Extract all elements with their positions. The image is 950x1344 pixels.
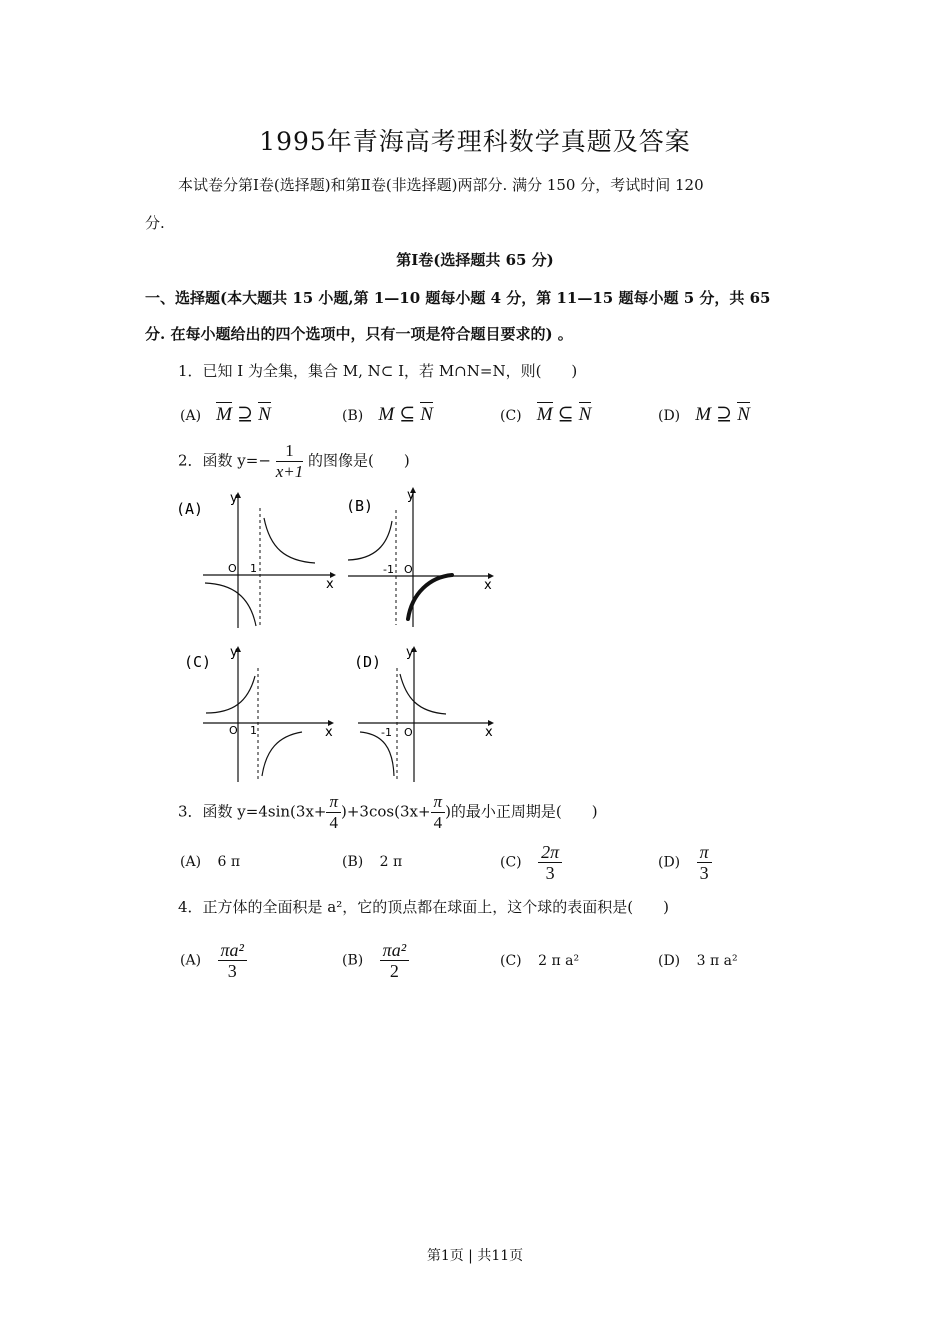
- x-axis-label: x: [326, 577, 334, 592]
- q4-option-d: [658, 953, 738, 969]
- intro-line-1: 本试卷分第Ⅰ卷(选择题)和第Ⅱ卷(非选择题)两部分. 满分 150 分，考试时间 120: [178, 176, 704, 194]
- x-tick-label: 1: [250, 562, 257, 575]
- option-label: (B): [342, 952, 364, 969]
- x-axis-label: x: [485, 725, 493, 740]
- q4-option-a: [180, 940, 247, 981]
- fraction-denominator: 3: [545, 863, 555, 883]
- q4-option-b: [342, 940, 409, 981]
- origin-label: O: [228, 562, 237, 575]
- set-complement-n: N: [737, 404, 750, 425]
- origin-label: O: [404, 563, 413, 576]
- graph-label: (C): [184, 653, 212, 671]
- q3-fraction-2: [431, 792, 446, 833]
- option-value: 2 π: [379, 854, 403, 870]
- q1-option-d: [658, 403, 750, 426]
- q3-fraction-1: [326, 792, 341, 833]
- option-value: 3 π a²: [696, 953, 738, 969]
- set-m: M: [695, 404, 712, 425]
- q1-option-c: [500, 403, 591, 426]
- document-title: 1995年青海高考理科数学真题及答案: [259, 127, 691, 156]
- graph-b: [340, 485, 505, 630]
- q2-stem: [178, 441, 410, 482]
- fraction-denominator: x+1: [275, 462, 304, 481]
- set-complement-n: N: [420, 404, 433, 425]
- graph-a: [170, 488, 345, 633]
- intro-line-2: 分.: [145, 214, 165, 232]
- graph-label: (D): [354, 653, 382, 671]
- option-fraction: [380, 940, 409, 981]
- set-complement-m: M: [216, 404, 232, 425]
- q3-option-a: [180, 854, 240, 870]
- x-axis-label: x: [484, 578, 492, 593]
- option-label: (C): [500, 953, 522, 969]
- relation-symbol: ⊇: [716, 404, 733, 425]
- set-m: M: [378, 404, 395, 425]
- x-tick-label: -1: [383, 563, 394, 576]
- q3-stem: [178, 792, 598, 833]
- option-fraction: [697, 842, 712, 883]
- section1-line-1: 一、选择题(本大题共 15 小题,第 1—10 题每小题 4 分，第 11—15 题每小题 5 分，共 65: [145, 289, 771, 307]
- option-label: (C): [500, 854, 522, 871]
- x-tick-label: 1: [250, 724, 257, 737]
- x-tick-label: -1: [381, 726, 392, 739]
- q3-part-2: )+3cos(3x+: [341, 802, 431, 821]
- page-footer: 第1页 | 共11页: [426, 1248, 524, 1264]
- graph-label: (B): [346, 497, 374, 515]
- option-label: (D): [658, 854, 681, 871]
- set-complement-n: N: [578, 404, 592, 425]
- set-complement-n: N: [258, 404, 271, 425]
- option-label: (D): [658, 953, 681, 969]
- q1-stem: 1．已知 I 为全集，集合 M, N⊂ I，若 M∩N=N，则( ): [178, 362, 578, 380]
- origin-label: O: [229, 724, 238, 737]
- origin-label: O: [404, 726, 413, 739]
- q4-option-c: [500, 953, 579, 969]
- option-label: (A): [180, 408, 202, 424]
- option-fraction: [538, 842, 562, 883]
- option-fraction: [218, 940, 247, 981]
- fraction-numerator: 1: [276, 441, 304, 462]
- option-label: (B): [342, 408, 364, 424]
- y-axis-label: y: [406, 645, 414, 660]
- fraction-numerator: πa²: [218, 940, 247, 961]
- fraction-denominator: 3: [699, 863, 709, 883]
- fraction-denominator: 4: [329, 813, 338, 832]
- q3-part-1: 3．函数 y=4sin(3x+: [178, 802, 327, 821]
- q3-option-d: [658, 842, 712, 883]
- q3-option-c: [500, 842, 562, 883]
- fraction-numerator: π: [431, 792, 446, 813]
- y-axis-label: y: [230, 645, 238, 660]
- graph-d: [348, 640, 508, 785]
- set-complement-m: M: [536, 404, 553, 425]
- relation-symbol: ⊆: [557, 404, 574, 425]
- fraction-numerator: π: [697, 842, 712, 863]
- graph-c: [178, 640, 343, 785]
- relation-symbol: ⊇: [237, 404, 253, 425]
- q2-prefix: 2．函数 y=−: [178, 451, 271, 470]
- fraction-denominator: 4: [433, 813, 443, 832]
- relation-symbol: ⊆: [399, 404, 416, 425]
- option-value: 2 π a²: [538, 953, 580, 969]
- q2-suffix: 的图像是( ): [308, 451, 410, 470]
- section1-line-2: 分. 在每小题给出的四个选项中，只有一项是符合题目要求的) 。: [145, 325, 573, 343]
- fraction-denominator: 3: [227, 961, 237, 981]
- fraction-numerator: 2π: [538, 842, 562, 863]
- graph-label: (A): [176, 500, 204, 518]
- option-label: (A): [180, 952, 202, 969]
- q1-option-a: [180, 403, 271, 426]
- x-axis-label: x: [325, 725, 333, 740]
- option-label: (D): [658, 408, 681, 424]
- q3-part-3: )的最小正周期是( ): [445, 802, 598, 821]
- q1-option-b: [342, 403, 433, 426]
- q2-fraction: [276, 441, 304, 482]
- y-axis-label: y: [230, 491, 238, 506]
- part1-heading: 第Ⅰ卷(选择题共 65 分): [396, 251, 554, 269]
- y-axis-label: y: [407, 488, 415, 503]
- option-label: (C): [500, 408, 522, 424]
- option-value: 6 π: [217, 854, 241, 870]
- q4-stem: 4．正方体的全面积是 a²，它的顶点都在球面上，这个球的表面积是( ): [178, 898, 669, 916]
- fraction-numerator: π: [326, 792, 341, 813]
- fraction-numerator: πa²: [380, 940, 409, 961]
- q3-option-b: [342, 854, 402, 870]
- fraction-denominator: 2: [389, 961, 399, 981]
- option-label: (A): [180, 854, 202, 870]
- option-label: (B): [342, 854, 364, 870]
